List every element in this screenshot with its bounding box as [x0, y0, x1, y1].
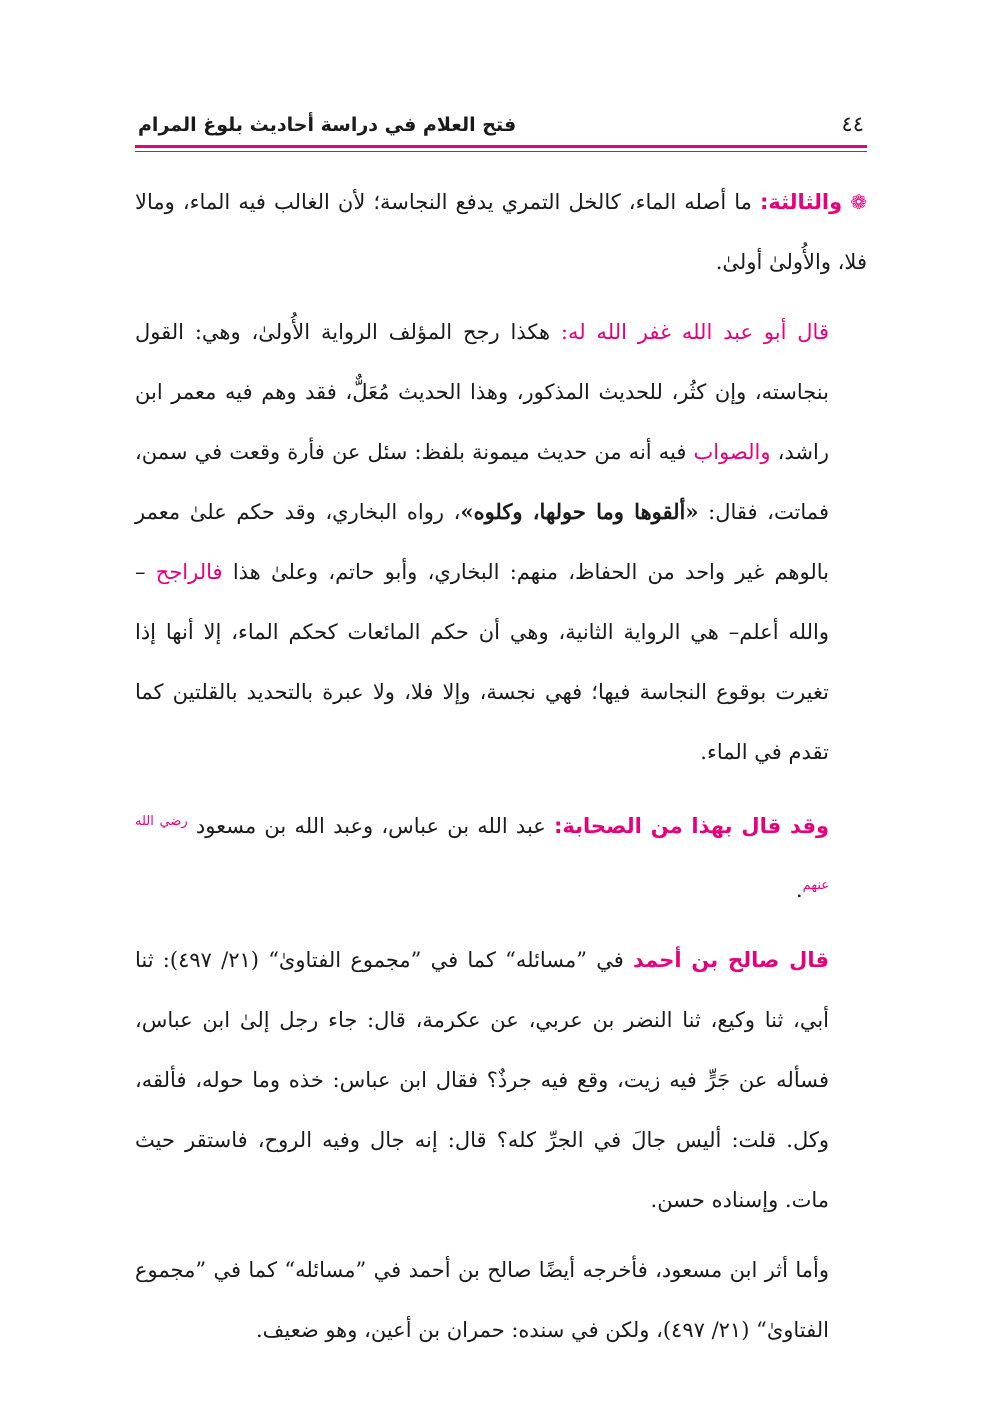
- paragraph-text: فيه أنه من حديث ميمونة بلفظ: سئل عن فأرة وقعت في سمن، فماتت، فقال:: [135, 440, 829, 524]
- paragraph-ibn-masud: [135, 1240, 867, 1360]
- page-number: ٤٤: [841, 112, 864, 136]
- paragraph-lead: والثالثة:: [759, 190, 843, 214]
- salih-lead: قال صالح بن أحمد: [633, 948, 829, 972]
- companions-lead: وقد قال بهذا من الصحابة:: [554, 814, 829, 838]
- flower-ornament-icon: ❁: [850, 190, 867, 214]
- header-rule-thin: [135, 151, 867, 152]
- book-title: فتح العلام في دراسة أحاديث بلوغ المرام: [138, 114, 517, 136]
- paragraph-salih-narration: [135, 930, 867, 1230]
- paragraph-text: – والله أعلم– هي الرواية الثانية، وهي أن حكم المائعات كحكم الماء، إلا أنها إذا تغيرت بوقوع النجاسة فيها؛ فهي نجسة، وإلا فلا، ولا عبرة بالتحديد بالقلتين كما تقدم في الماء.: [135, 560, 829, 764]
- running-header: [138, 108, 864, 142]
- author-comment-lead: قال أبو عبد الله غفر الله له:: [560, 320, 829, 344]
- paragraph-text: ما أصله الماء، كالخل التمري يدفع النجاسة؛ لأن الغالب فيه الماء، ومالا فلا، والأُولىٰ أولىٰ.: [135, 190, 867, 274]
- honorific-mark: رضي الله عنهم: [135, 814, 829, 893]
- page-body: [135, 172, 867, 1360]
- header-rule-thick: [135, 145, 867, 148]
- paragraph-companions: [135, 792, 867, 920]
- paragraph-third-type: [135, 172, 867, 292]
- hadith-quote: «ألقوها وما حولها، وكلوه»: [460, 499, 699, 524]
- paragraph-text: في ”مسائله“ كما في ”مجموع الفتاوىٰ“ (٢١/ ٤٩٧): ثنا أبي، ثنا وكيع، ثنا النضر بن عربي، عن عكرمة، قال: جاء رجل إلىٰ ابن عباس، فسأله عن جَرٍّ فيه زيت، وقع فيه جرذٌ؟ فقال ابن عباس: خذه وما حوله، فألقه، وكل. قلت: أليس جالَ في الجرِّ كله؟ قال: إنه جال وفيه الروح، فاستقر حيث مات. وإسناده حسن.: [135, 948, 829, 1212]
- paragraph-text: هكذا رجح المؤلف الرواية الأُولىٰ، وهي: القول بنجاسته، وإن كثُر، للحديث المذكور، وهذا الحديث مُعَلٌّ، فقد وهم فيه معمر ابن راشد،: [135, 320, 829, 464]
- keyword-preferred: فالراجح: [155, 560, 223, 584]
- keyword-correct: والصواب: [693, 440, 771, 464]
- paragraph-text: وأما أثر ابن مسعود، فأخرجه أيضًا صالح بن أحمد في ”مسائله“ كما في ”مجموع الفتاوىٰ“ (٢١/ ٤٩٧)، ولكن في سنده: حمران بن أعين، وهو ضعيف.: [135, 1258, 829, 1342]
- paragraph-author-comment: [135, 302, 867, 782]
- paragraph-text: عبد الله بن عباس، وعبد الله بن مسعود: [187, 814, 555, 838]
- paragraph-text: .: [795, 878, 803, 902]
- paragraph-text: ، رواه البخاري، وقد حكم علىٰ معمر بالوهم غير واحد من الحفاظ، منهم: البخاري، وأبو حاتم، وعلىٰ هذا: [135, 500, 829, 584]
